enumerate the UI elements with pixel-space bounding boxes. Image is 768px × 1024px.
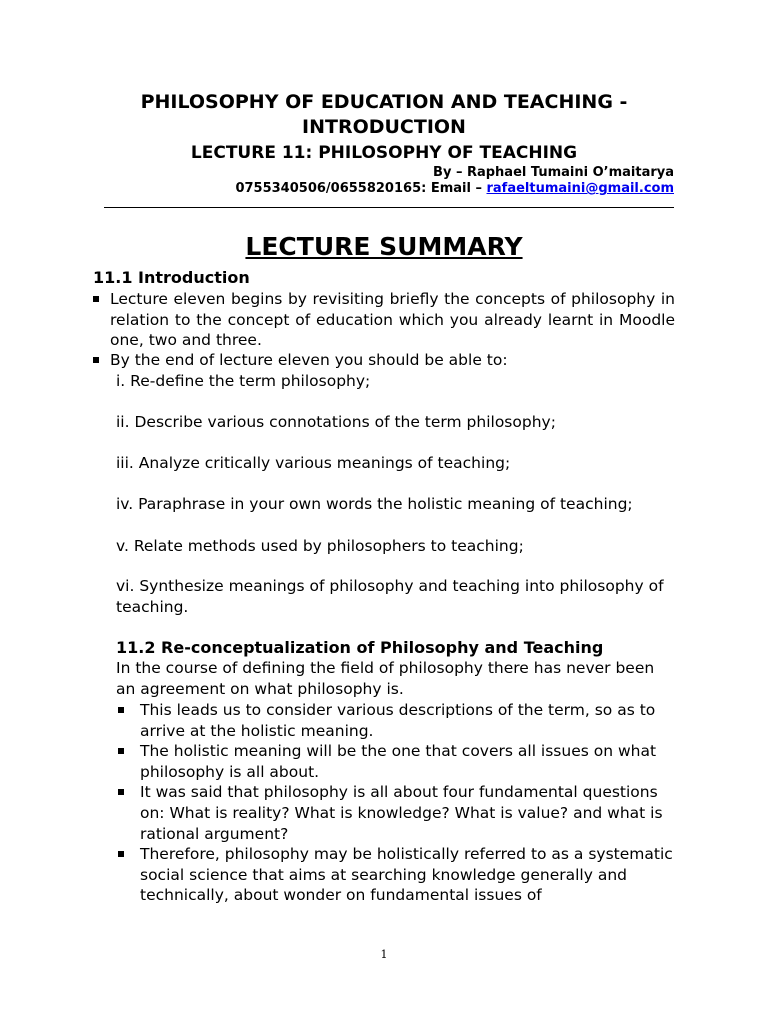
objective-item: ii. Describe various connotations of the term philosophy; (116, 413, 556, 431)
section-heading-introduction: 11.1 Introduction (93, 268, 250, 287)
section-heading-reconceptualization: 11.2 Re-conceptualization of Philosophy and Teaching (116, 638, 604, 657)
bullet-square-icon (118, 851, 124, 857)
summary-heading: LECTURE SUMMARY (245, 232, 523, 261)
objective-item: v. Relate methods used by philosophers to teaching; (116, 537, 524, 555)
list-item (116, 741, 676, 782)
bullet-text: The holistic meaning will be the one that covers all issues on what philosophy is all about. (140, 742, 657, 781)
list-item (93, 350, 675, 371)
objective-item: iii. Analyze critically various meanings of teaching; (116, 454, 511, 472)
bullet-text: Lecture eleven begins by revisiting briefly the concepts of philosophy in relation to the concept of education which you already learnt in Moodle one, two and three. (110, 290, 675, 350)
bullet-square-icon (93, 296, 99, 302)
page-number: 1 (380, 948, 388, 961)
bullet-square-icon (118, 748, 124, 754)
objective-item: iv. Paraphrase in your own words the holistic meaning of teaching; (116, 495, 633, 513)
author-contact (235, 180, 674, 197)
lecture-title: LECTURE 11: PHILOSOPHY OF TEACHING (190, 143, 578, 163)
list-item (116, 844, 676, 906)
contact-phones: 0755340506/0655820165: Email – (235, 181, 487, 196)
bullet-list (116, 700, 676, 906)
email-link[interactable]: rafaeltumaini@gmail.com (486, 181, 674, 196)
list-item (116, 782, 676, 844)
section-intro-paragraph: In the course of defining the field of philosophy there has never been an agreement on what philosophy is. (116, 659, 655, 698)
author-byline: By – Raphael Tumaini O’maitarya (433, 165, 674, 180)
bullet-square-icon (118, 707, 124, 713)
list-item (93, 289, 675, 351)
objective-item: i. Re-define the term philosophy; (116, 372, 371, 390)
list-item (116, 700, 676, 741)
bullet-text: This leads us to consider various descriptions of the term, so as to arrive at the holistic meaning. (140, 701, 656, 740)
bullet-square-icon (118, 789, 124, 795)
objective-item: vi. Synthesize meanings of philosophy and teaching into philosophy of teaching. (116, 577, 664, 616)
bullet-text: By the end of lecture eleven you should be able to: (110, 351, 508, 369)
bullet-square-icon (93, 357, 99, 363)
document-title: PHILOSOPHY OF EDUCATION AND TEACHING - INTRODUCTION (140, 91, 628, 138)
bullet-text: Therefore, philosophy may be holistically referred to as a systematic social science that aims at searching knowledge generally and technically, about wonder on fundamental issues of (140, 845, 673, 905)
bullet-text: It was said that philosophy is all about four fundamental questions on: What is reality? What is knowledge? What is value? and what is rational argument? (140, 783, 663, 843)
header-divider (104, 207, 674, 208)
